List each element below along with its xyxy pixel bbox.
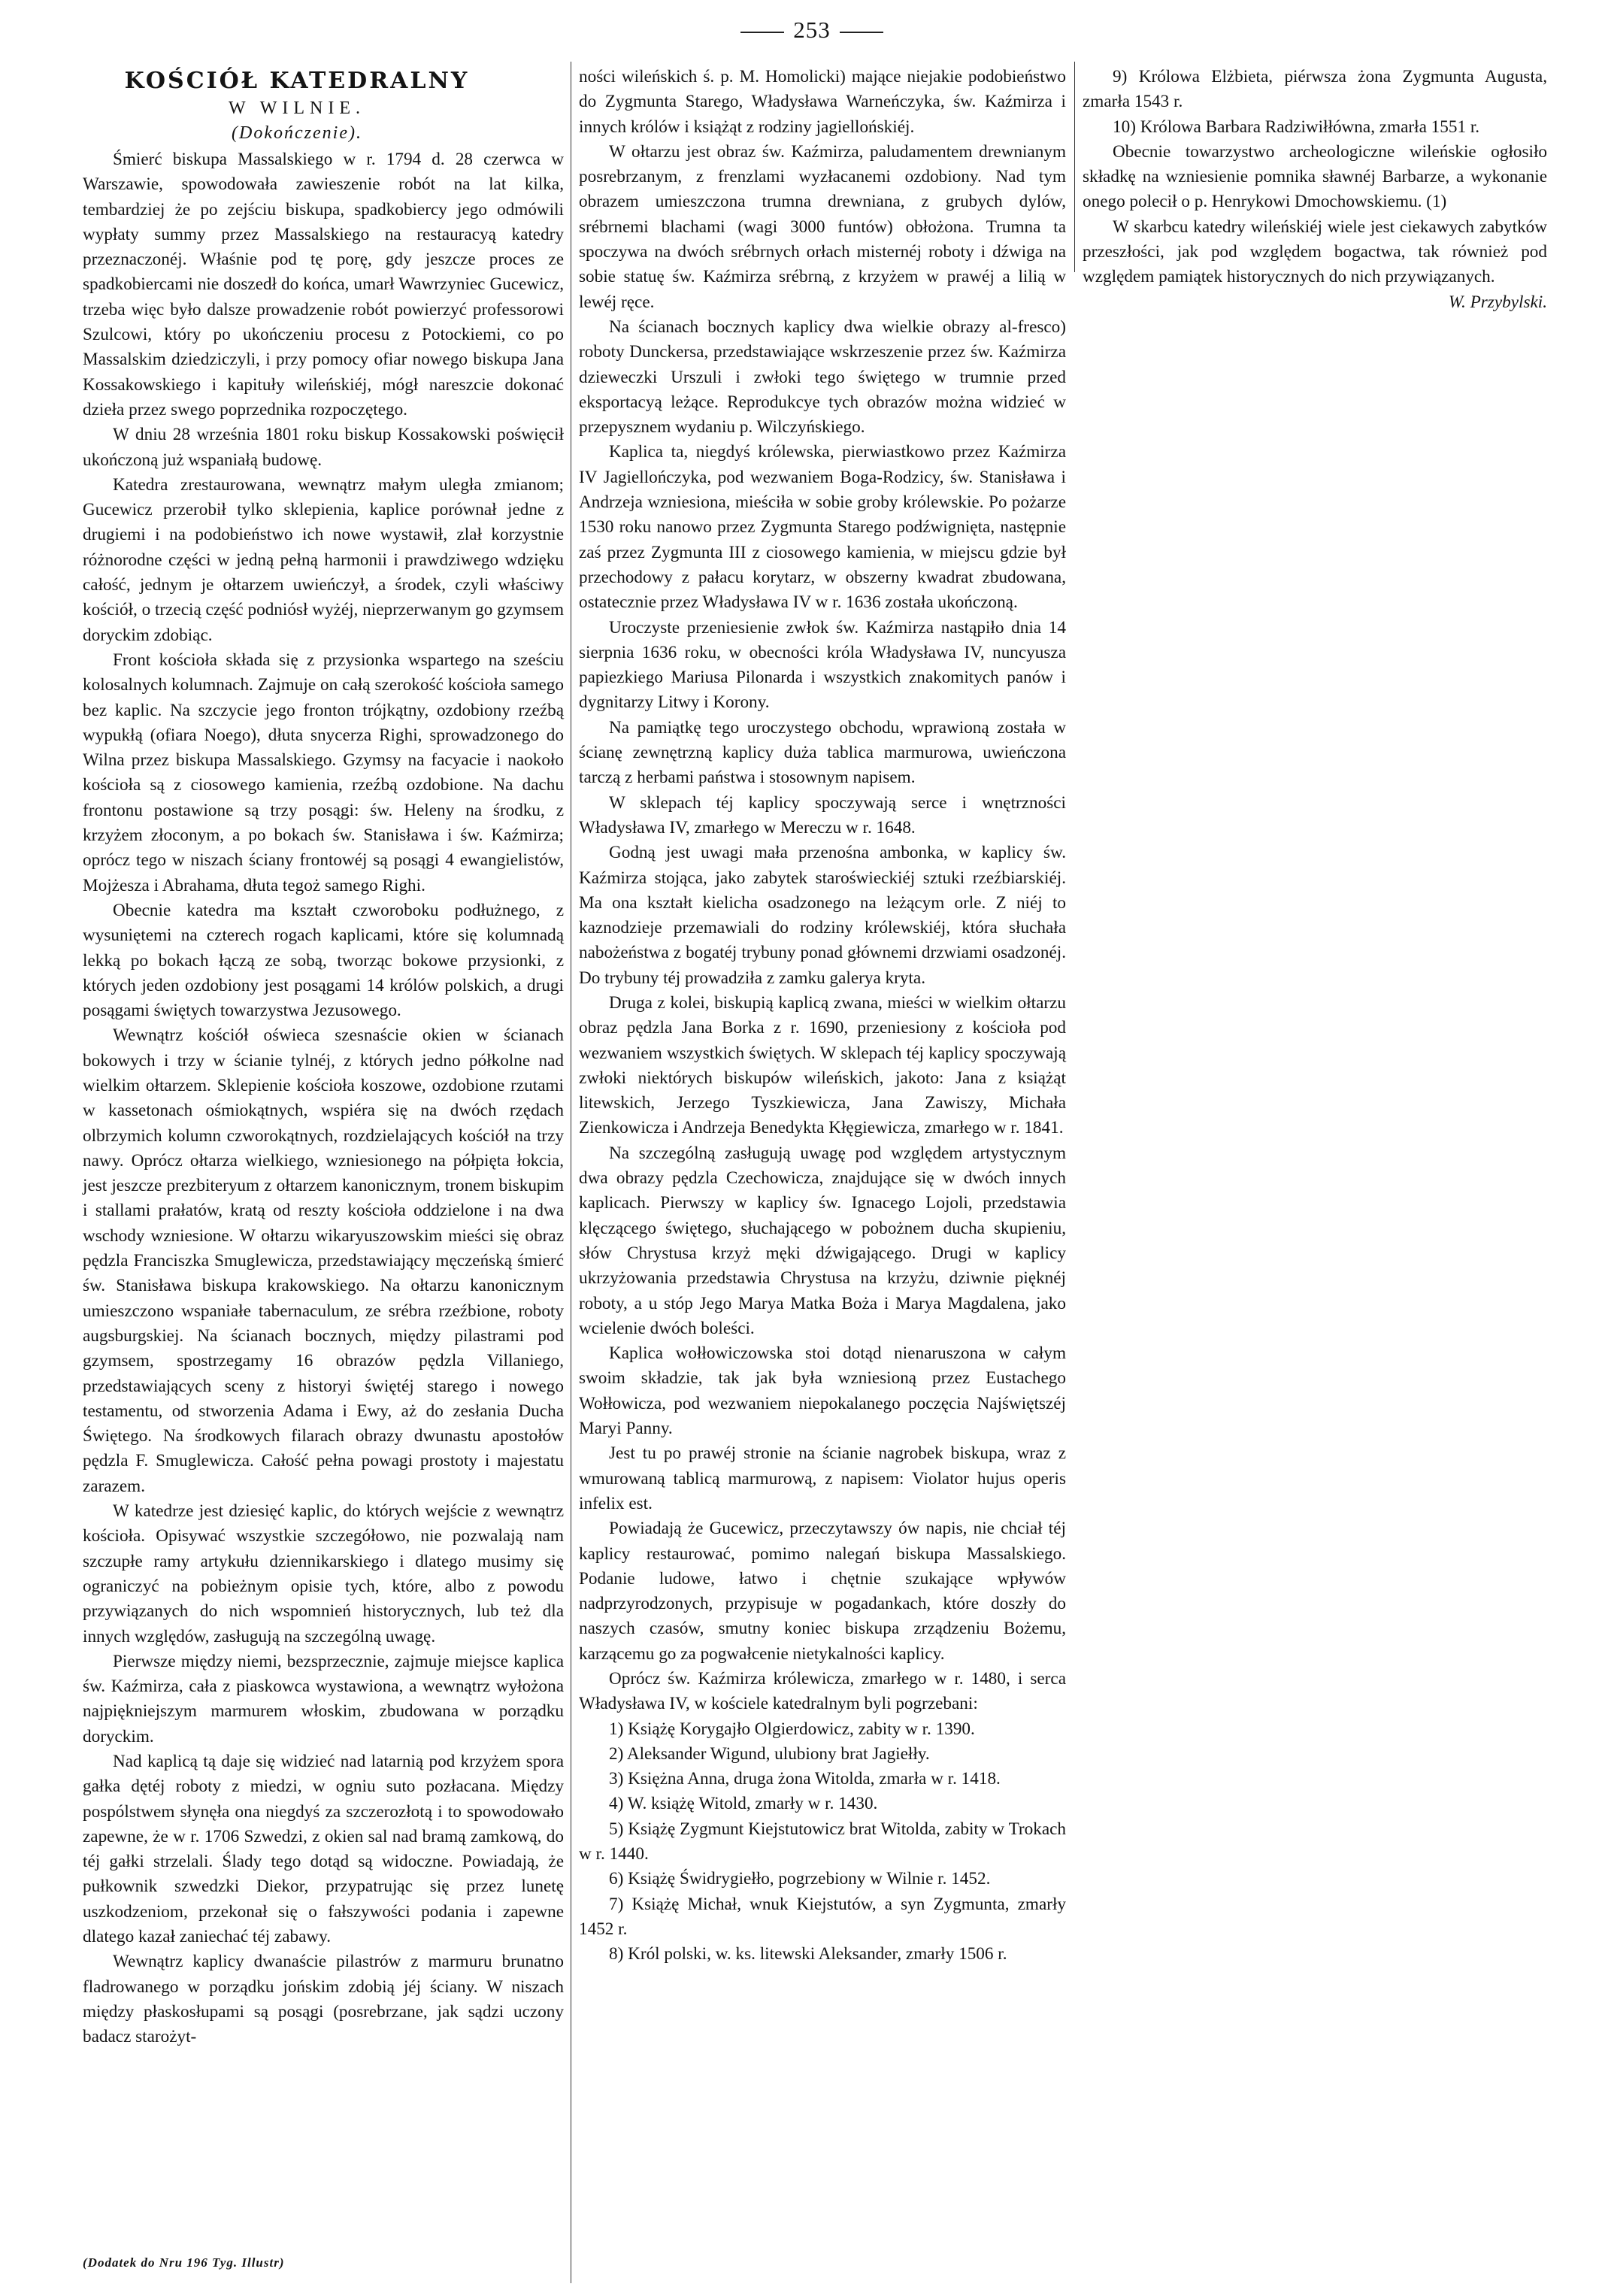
paragraph: Na pamiątkę tego uroczystego obchodu, wprawioną została w ścianę zewnętrzną kaplicy duża tablica marmurowa, uwieńczona tarczą z herbami państwa i stosownym napisem. [579, 717, 1066, 788]
paragraph: W dniu 28 września 1801 roku biskup Kossakowski poświęcił ukończoną już wspaniałą budowę. [83, 425, 564, 470]
article-column-2 [579, 65, 1066, 1967]
paragraph: Uroczyste przeniesienie zwłok św. Kaźmirza nastąpiło dnia 14 sierpnia 1636 roku, w obecności króla Władysława IV, nuncyusza papiezkiego Mariusa Pilonarda i wszystkich znakomitych panów i dygnitarzy Litwy i Korony. [579, 617, 1066, 713]
page-number-rule-right [840, 32, 883, 33]
paragraph: Śmierć biskupa Massalskiego w r. 1794 d. 28 czerwca w Warszawie, spowodowała zawieszenie robót na lat kilka, tembardziej że po zejściu biskupa, spadkobiercy jego odmówili wypłaty summy przez Massalskiego na restauracyą katedry przeznaczonéj. Właśnie pod tę porę, gdy jeszcze proces ze spadkobiercami nie doszedł do końca, umarł Wawrzyniec Gucewicz, trzeba więc było dalsze prowadzenie robót powierzyć professorowi Szulcowi, który po ukończeniu procesu z Potockiemi, co po Massalskim dziedziczyli, i przy pomocy ofiar nowego biskupa Jana Kossakowskiego i kapituły wileńskiéj, mógł nareszcie dokonać dzieła przez swego poprzednika rozpoczętego. [83, 150, 564, 420]
article-column-3 [1083, 65, 1547, 315]
paragraph: Druga z kolei, biskupią kaplicą zwana, mieści w wielkim ołtarzu obraz pędzla Jana Borka z r. 1690, przeniesiony z kościoła pod wezwaniem wszystkich świętych. W sklepach téj kaplicy spoczywają zwłoki niektórych biskupów wileńskich, jakoto: Jana z książąt litewskich, Jerzego Tyszkiewicza, Jana Zawiszy, Michała Zienkowicza i Andrzeja Benedykta Kłęgiewicza, zmarłego w r. 1841. [579, 992, 1066, 1138]
supplement-footnote: (Dodatek do Nru 196 Tyg. Illustr) [83, 2255, 285, 2270]
article-heading [83, 66, 564, 146]
paragraph: Wewnątrz kaplicy dwanaście pilastrów z marmuru brunatno fladrowanego w porządku jońskim zdobią jéj ściany. W niszach między płaskosłupami są posągi (posrebrzane, jak sądzi uczony badacz starożyt- [83, 1952, 564, 2047]
paragraph: W ołtarzu jest obraz św. Kaźmirza, paludamentem drewnianym posrebrzanym, z frenzlami wyzłacanemi ozdobiony. Nad tym obrazem umieszczona trumna drewniana, z grubych dylów, srébrnemi blachami (wagi 3000 funtów) obłożona. Trumna ta spoczywa na dwóch srébrnych orłach misternéj roboty i dźwiga na sobie statuę św. Kaźmirza srébrną, z krzyżem w prawéj a lilią w lewéj ręce. [579, 141, 1066, 312]
paragraph: W sklepach téj kaplicy spoczywają serce i wnętrzności Władysława IV, zmarłego w Mereczu w r. 1648. [579, 792, 1066, 838]
burial-list-item: 8) Król polski, w. ks. litewski Aleksander, zmarły 1506 r. [609, 1944, 1007, 1964]
paragraph: Na szczególną zasługują uwagę pod względem artystycznym dwa obrazy pędzla Czechowicza, znajdujące się w dwóch innych kaplicach. Pierwszy w kaplicy św. Ignacego Lojoli, przedstawia klęczącego świętego, słuchającego w pobożnem ducha skupieniu, słów Chrystusa krzyż męki dźwigającego. Drugi w kaplicy ukrzyżowania przedstawia Chrystusa na krzyżu, dziwnie pięknéj roboty, a u stóp Jego Marya Matka Boża i Marya Magdalena, jako wcielenie dwóch boleści. [579, 1143, 1066, 1338]
paragraph: ności wileńskich ś. p. M. Homolicki) mające niejakie podobieństwo do Zygmunta Starego, Władysława Warneńczyka, św. Kaźmirza i innych królów i książąt z rodziny jagiellońskiéj. [579, 67, 1066, 137]
paragraph: Oprócz św. Kaźmirza królewicza, zmarłego w r. 1480, i serca Władysława IV, w kościele katedralnym byli pogrzebani: [579, 1669, 1066, 1714]
paragraph: Katedra zrestaurowana, wewnątrz małym uległa zmianom; Gucewicz przerobił tylko sklepienia, kaplice porównał jedne z drugiemi i na podobieństwo ich nowe wystawił, zlał korzystnie różnorodne części w jedną pełną harmonii i prawdziwego wdzięku całość, jednym je ołtarzem uwieńczył, a środek, czyli właściwy kościół, o trzecią część podniósł wyżéj, nieprzerwanym go gzymsem doryckim zdobiąc. [83, 474, 565, 645]
page-number-rule-left [740, 32, 784, 33]
paragraph: Obecnie towarzystwo archeologiczne wileńskie ogłosiło składkę na wzniesienie pomnika sławnéj Barbarze, a wykonanie onego polecił o p. Henrykowi Dmochowskiemu. (1) [1083, 141, 1547, 212]
article-location: W WILNIE. [228, 98, 366, 118]
burial-list-item: 4) W. książę Witold, zmarły w r. 1430. [609, 1794, 878, 1814]
paragraph: Wewnątrz kościół oświeca szesnaście okien w ścianach bokowych i trzy w ścianie tylnéj, z których jedno półkolne nad wielkim ołtarzem. Sklepienie kościoła koszowe, ozdobione rzutami w kassetonach ośmiokątnych, wspiéra się na dwóch rzędach olbrzymich kolumn czworokątnych, rozdzielających kościół na trzy nawy. Oprócz ołtarza wielkiego, wzniesionego na półpięta łokcia, jest jeszcze prezbiteryum z ołtarzem kanonicznym, tronem biskupim i stallami prałatów, kratą od reszty kościoła oddzielone i na dwa wschody wzniesione. W ołtarzu wikaryuszowskim mieści się obraz pędzla Franciszka Smuglewicza, przedstawiający męczeńską śmierć św. Stanisława biskupa krakowskiego. Na ołtarzu kanonicznym umieszczono wspaniałe tabernaculum, ze srébra rzeźbione, roboty augsburgskiej. Na ścianach bocznych, między pilastrami pod gzymsem, spostrzegamy 16 obrazów pędzla Villaniego, przedstawiających sceny z historyi świętéj starego i nowego testamentu, od stworzenia Adama i Ewy, aż do zesłania Ducha Świętego. Na środkowych filarach obrazy dwunastu apostołów pędzla F. Smuglewicza. Całość pełna powagi prostoty i majestatu zarazem. [83, 1025, 564, 1496]
article-subtitle: (Dokończenie). [232, 123, 362, 143]
article-column-1 [83, 66, 564, 2050]
paragraph: W katedrze jest dziesięć kaplic, do których wejście z wewnątrz kościoła. Opisywać wszystkie szczegółowo, nie pozwalają nam szczupłe ramy artykułu dziennikarskiego i dlatego musimy się ograniczyć na pobieżnym opisie tych, które, albo z powodu przywiązanych do nich wspomnień historycznych, lub też dla innych względów, zasługują na szczególną uwagę. [83, 1501, 564, 1646]
paragraph: Nad kaplicą tą daje się widzieć nad latarnią pod krzyżem spora gałka dętéj roboty z miedzi, w ogniu suto pozłacana. Między pospólstwem słynęła ona niegdyś za szczerozłotą i to spowodowało zapewne, że w r. 1706 Szwedzi, z okien sal nad bramą zamkową, do téj gałki strzelali. Ślady tego dotąd są widoczne. Powiadają, że pułkownik szwedzki Diekor, przypatrując się przez lunetę uszkodzeniom, przekonał się o fałszywości podania i zapewne dlatego kazał zaniechać téj zabawy. [83, 1752, 564, 1947]
author-signature: W. Przybylski. [1448, 292, 1547, 312]
page-number [722, 17, 902, 44]
burial-list-item: 10) Królowa Barbara Radziwiłłówna, zmarła 1551 r. [1113, 117, 1480, 137]
page-number-text: 253 [793, 17, 831, 43]
paragraph: Front kościoła składa się z przysionka wspartego na sześciu kolosalnych kolumnach. Zajmuje on całą szerokość kościoła samego bez kaplic. Na szczycie jego fronton trójkątny, ozdobiony rzeźbą wypukłą (ofiara Noego), dłuta snycerza Righi, sprowadzonego do Wilna przez biskupa Massalskiego. Gzymsy na facyacie i naokoło kościoła są z ciosowego kamienia, rzeźbą ozdobione. Na dachu frontonu postawione są trzy posągi: św. Heleny na środku, z krzyżem złoconym, a po bokach św. Stanisława i św. Kaźmirza; oprócz tego w niszach ściany frontowéj są posągi 4 ewangielistów, Mojżesza i Abrahama, dłuta tegoż samego Righi. [83, 650, 564, 895]
burial-list-item: 9) Królowa Elżbieta, piérwsza żona Zygmunta Augusta, zmarła 1543 r. [1083, 67, 1547, 112]
article-title: KOŚCIÓŁ KATEDRALNY [124, 68, 470, 94]
paragraph: Kaplica ta, niegdyś królewska, pierwiastkowo przez Kaźmirza IV Jagiellończyka, pod wezwaniem Boga-Rodzicy, św. Stanisława i Andrzeja wzniesiona, mieściła w sobie groby królewskie. Po pożarze 1530 roku nanowo przez Zygmunta Starego podźwignięta, następnie zaś przez Zygmunta III z ciosowego kamienia, w miejscu gdzie był przechodowy z pałacu korytarz, w obszerny kwadrat zbudowana, ostatecznie przez Władysława IV w r. 1636 została ukończoną. [579, 442, 1066, 613]
paragraph: Obecnie katedra ma kształt czworoboku podłużnego, z wysuniętemi na czterech rogach kaplicami, które się kolumnadą lekką po bokach łączą ze sobą, tworząc bokowe przysionki, z których jeden ozdobiony jest posągami 14 królów polskich, a drugi posągami świętych towarzystwa Jezusowego. [83, 900, 564, 1021]
column-divider-2 [1074, 62, 1075, 272]
paragraph: Powiadają że Gucewicz, przeczytawszy ów napis, nie chciał téj kaplicy restaurować, pomimo nalegań biskupa Massalskiego. Podanie ludowe, łatwo i chętnie szukające wpływów nadprzyrodzonych, przypisuje w pogadankach, które doszły do naszych czasów, smutny koniec biskupa zrządzeniu Bożemu, karzącemu go za pogwałcenie nietykalności kaplicy. [579, 1519, 1066, 1664]
burial-list-item: 3) Księżna Anna, druga żona Witolda, zmarła w r. 1418. [609, 1769, 1001, 1789]
burial-list-item: 1) Książę Korygajło Olgierdowicz, zabity w r. 1390. [609, 1719, 975, 1739]
burial-list-item: 2) Aleksander Wigund, ulubiony brat Jagiełły. [609, 1743, 930, 1764]
paragraph: Godną jest uwagi mała przenośna ambonka, w kaplicy św. Kaźmirza stojąca, jako zabytek staroświeckiéj sztuki rzeźbiarskiéj. Ma ona kształt kielicha osadzonego na leżącym orle. Z niéj to kaznodzieje przemawiali do rodziny królewskiéj, która słuchała nabożeństwa z bogatéj trybuny ponad głównemi drzwiami osadzonéj. Do trybuny téj prowadziła z zamku galerya kryta. [579, 843, 1066, 988]
burial-list-item: 6) Książę Świdrygiełło, pogrzebiony w Wilnie r. 1452. [609, 1869, 991, 1889]
paragraph: Kaplica wołłowiczowska stoi dotąd nienaruszona w całym swoim składzie, tak jak była wzniesioną przez Eustachego Wołłowicza, pod wezwaniem niepokalanego poczęcia Najświętszéj Maryi Panny. [579, 1343, 1066, 1439]
paragraph: Na ścianach bocznych kaplicy dwa wielkie obrazy al-fresco) roboty Dunckersa, przedstawiające wskrzeszenie przez św. Kaźmirza dzieweczki Urszuli i zwłoki tego świętego w trumnie przed eksportacyą leżące. Reprodukcye tych obrazów można widzieć w przepysznem wydaniu p. Wilczyńskiego. [579, 317, 1066, 438]
paragraph: Pierwsze między niemi, bezsprzecznie, zajmuje miejsce kaplica św. Kaźmirza, cała z piaskowca wystawiona, a wewnątrz wyłożona najpiękniejszym marmurem włoskim, zbudowana w porządku doryckim. [83, 1651, 564, 1746]
paragraph: W skarbcu katedry wileńskiéj wiele jest ciekawych zabytków przeszłości, jak pod względem bogactwa, tak również pod względem pamiątek historycznych do nich przywiązanych. [1083, 217, 1547, 287]
burial-list-item: 5) Książę Zygmunt Kiejstutowicz brat Witolda, zabity w Trokach w r. 1440. [579, 1819, 1066, 1864]
burial-list-item: 7) Książę Michał, wnuk Kiejstutów, a syn Zygmunta, zmarły 1452 r. [579, 1894, 1066, 1939]
paragraph: Jest tu po prawéj stronie na ścianie nagrobek biskupa, wraz z wmurowaną tablicą marmurową, z napisem: Violator hujus operis infelix est. [579, 1443, 1066, 1513]
